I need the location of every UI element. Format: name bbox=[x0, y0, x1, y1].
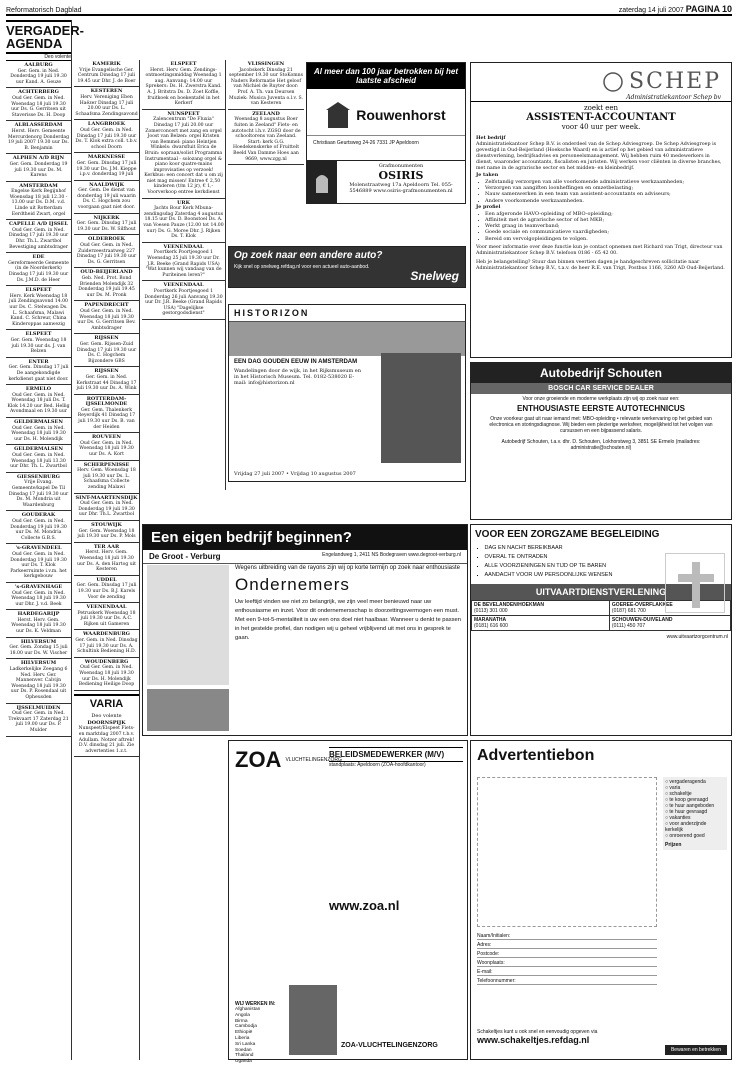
agenda-text: Herv. Vereniging Eben Haëzer Dinsdag 17 juli 20.00 uur Ds. L. Schaafsma Zendingsavond bbox=[75, 94, 138, 117]
agenda-list-3 bbox=[142, 60, 225, 320]
schep-logo bbox=[471, 63, 731, 94]
schep-profile-list bbox=[476, 211, 726, 242]
zoa-country: Cambodja bbox=[235, 1024, 257, 1030]
agenda-place: VLISSINGEN bbox=[247, 61, 285, 67]
schep-task: • Zelfstandig verzorgen van alle voorkomende administratieve werkzaamheden; bbox=[478, 179, 726, 185]
agenda-place: ALPHEN A/D RIJN bbox=[12, 155, 65, 162]
agenda-place: ENTER bbox=[28, 358, 49, 365]
agenda-place: OUD-BEIJERLAND bbox=[80, 269, 133, 276]
osiris-name: OSIRIS bbox=[378, 169, 424, 182]
agenda-place: 's-GRAVENDEEL bbox=[15, 545, 62, 552]
zoa-country: Sri Lanka bbox=[235, 1041, 256, 1047]
agenda-entry bbox=[228, 60, 304, 110]
agenda-entry bbox=[6, 638, 71, 660]
agenda-entry bbox=[6, 286, 71, 330]
building-icon bbox=[326, 100, 350, 130]
rouwenhorst-banner: Al meer dan 100 jaar betrokken bij het laatste afscheid bbox=[307, 63, 465, 89]
adv-category-option[interactable]: ○ onroerend goed bbox=[665, 833, 705, 839]
agenda-entry bbox=[74, 576, 139, 603]
agenda-place: GOUDERAK bbox=[21, 512, 56, 519]
varia-title: VARIA bbox=[89, 697, 124, 710]
agenda-text: Ger. Gem. Woensdag 18 juli 19.30 uur Ds. P. Mols bbox=[77, 528, 136, 540]
adv-form-field[interactable]: E-mail: bbox=[477, 969, 657, 976]
agenda-place: TER AAR bbox=[93, 543, 120, 550]
agenda-entry bbox=[74, 120, 139, 153]
agenda-column-2 bbox=[74, 60, 140, 1060]
agenda-text: Ger. Gem. Donderdag 19 juli 19.30 uur Ds. M. Karens bbox=[9, 161, 68, 179]
agenda-entry bbox=[142, 60, 225, 110]
agenda-entry bbox=[142, 281, 225, 320]
agenda-entry bbox=[74, 87, 139, 120]
agenda-entry bbox=[6, 88, 71, 121]
agenda-entry bbox=[6, 220, 71, 253]
agenda-text: Herst. Herv. Gemeente Mercurdenorg Donderdag 19 juli 2007 19.30 uur Ds. B. Benjamin bbox=[7, 128, 70, 151]
agenda-place: SCHERPENISSE bbox=[83, 461, 130, 468]
schep-profile-item: • Goede sociale en communicatieve vaardigheden; bbox=[478, 229, 726, 235]
degroot-photo bbox=[147, 689, 229, 731]
agenda-text: Herv. Kerk Woensdag 18 juli Zendingsavond 14.00 uur Ds. C. Stelwagen Ds. L. Schaafsma, Malawi Kand. C. Schreur, China Kinderoppas aanwezig bbox=[9, 293, 68, 327]
agenda-text: Oud Ger. Gem. in Ned. Dinsdag 17 juli 19.30 uur Ds. T. Klok extra coll. t.b.v. school Doorn bbox=[75, 127, 138, 150]
schouten-ad bbox=[470, 362, 732, 520]
snelweg-text: Kijk snel op snelweg.refdag.nl voor een actueel auto-aanbod. bbox=[234, 264, 370, 270]
schouten-intro: Voor onze groeiende en moderne werkplaats zijn wij op zoek naar een: bbox=[522, 396, 680, 402]
agenda-text: Gereformeerde Gemeente (in de Noorderkerk) Dinsdag 17 juli 19.30 uur Ds. J.M.D. de Heer bbox=[8, 260, 69, 283]
agenda-entry bbox=[6, 544, 71, 583]
agenda-column-3 bbox=[142, 60, 226, 490]
agenda-text: Ger. Gem. Dinsdag 17 juli De aangekondigde kerkdienst gaat niet door. bbox=[8, 365, 69, 382]
begeleiding-item: ▪ ALLE VOORZIENINGEN EN TIJD OP TE BAREN bbox=[477, 562, 731, 571]
agenda-place: VEENENDAAL bbox=[163, 243, 204, 250]
agenda-place: ALBLASSERDAM bbox=[14, 122, 63, 129]
agenda-text: Ger. Gem. De dienst van donderdag 19 juli waarin Ds. C. Hogchem zou voorgaan gaat niet door. bbox=[77, 188, 136, 211]
agenda-text: Oud Ger. Gem. in Ned. Trekvaart 17 Zaterdag 21 juli 19.00 uur Ds. P. Mulder bbox=[8, 711, 69, 733]
uitvaart-location: GOEREE-OVERFLAKKEE (0187) 681 700 bbox=[609, 601, 730, 616]
agenda-entry bbox=[74, 60, 139, 87]
rouwenhorst-logo bbox=[307, 95, 465, 135]
agenda-place: ERMELO bbox=[25, 386, 52, 393]
osiris-ad bbox=[306, 160, 466, 204]
schep-ad bbox=[470, 62, 732, 358]
zoa-location: standplaats: Apeldoorn (ZOA-hoofdkantoor) bbox=[329, 762, 426, 768]
adv-category-option[interactable]: ○ vergaderagenda bbox=[665, 779, 706, 785]
agenda-entry bbox=[6, 154, 71, 181]
agenda-text: Engelse Kerk Begijnhof Woensdag 18 juli 12.30 - 13.00 uur Ds. D.M. v.d. Linde uit Rotterdam Eerdtheid Zwart, orgel bbox=[9, 189, 68, 217]
agenda-place: NIJKERK bbox=[93, 214, 120, 221]
page-meta: zaterdag 14 juli 2007 PAGINA 10 bbox=[618, 4, 732, 14]
agenda-text: Ger. Gem. Rijssen-Zuid Dinsdag 17 juli 19.30 uur Ds. C. Hogchem Bijzondere GBS bbox=[76, 341, 137, 364]
agenda-text: Ger. Gem. Dinsdag 17 juli 19.30 uur Ds. B.J. Karels Voor de zending bbox=[76, 583, 137, 600]
schep-apply: Heb je belangstelling? Stuur dan binnen veertien dagen je handgeschreven sollicitatie naar Administratiekantoor Schep B.V., t.a.v. de heer R.E. van Trigt, Postbus 1166, 3260 AD Oud-Beijerland. bbox=[476, 259, 725, 271]
schep-task: • Nauw samenwerken in een team van assistent-accountants en adviseurs; bbox=[478, 191, 726, 197]
agenda-entry bbox=[6, 182, 71, 221]
agenda-text: Ger. Gem. Dinsdag 17 juli 19.30 uur Ds. W. Silfhout bbox=[76, 221, 137, 232]
schouten-sub: BOSCH CAR SERVICE DEALER bbox=[471, 383, 731, 394]
agenda-entry bbox=[74, 268, 139, 301]
zoa-brand: ZOA bbox=[235, 747, 282, 772]
degroot-heading: Ondernemers bbox=[235, 575, 350, 594]
agenda-place: RIJSSEN bbox=[94, 335, 119, 342]
agenda-text: Herst. Herv. Gem. Zendings-ontmoetingsmiddag Woensdag 1 aug. Aanvang: 14.00 uur Sprekers: Ds. H. Zwerstra Kand. A. J. Britstra Ds. D. Zoet Koffie, fruitkoek en boekentafel in het Kerkerf bbox=[145, 67, 222, 107]
agenda-text: Oud Ger. Gem. in Ned. Woensdag 18 juli 19.30 uur Ds. G. Gerritsen Bev. Ambtsdrager bbox=[77, 308, 136, 331]
schouten-address: Autobedrijf Schouten, t.a.v. dhr. D. Schouten, Lokhorstweg 3, 3851 SE Ermelo (mailadres: administratie@schouten.nl) bbox=[501, 439, 701, 451]
agenda-place: VEENENDAAL bbox=[86, 604, 127, 611]
schep-task-list bbox=[476, 179, 726, 204]
schep-role: ASSISTENT-ACCOUNTANT bbox=[526, 112, 676, 123]
agenda-entry bbox=[74, 301, 139, 334]
historizon-title: EEN DAG GOUDEN EEUW IN AMSTERDAM bbox=[234, 359, 358, 365]
agenda-text: Oud Ger. Gem. in Ned. Woensdag 18 juli 19.30 uur Ds. H. Molendijk Bediening Heilige Doop bbox=[78, 665, 135, 688]
zoa-country: Ethiopië bbox=[235, 1030, 253, 1036]
page-header bbox=[6, 2, 732, 16]
agenda-place: URK bbox=[177, 199, 190, 206]
advertentiebon bbox=[470, 740, 732, 1060]
agenda-place: PAPENDRECHT bbox=[84, 302, 129, 309]
agenda-place: 's-GRAVENHAGE bbox=[14, 583, 63, 590]
agenda-entry bbox=[74, 153, 139, 180]
agenda-place: NAALDWIJK bbox=[89, 181, 124, 188]
schouten-role: ENTHOUSIASTE EERSTE AUTOTECHNICUS bbox=[516, 404, 685, 413]
adv-side-title: Prijzen bbox=[665, 842, 682, 848]
adv-category-option[interactable]: ○ te huur gevraagd bbox=[665, 809, 708, 815]
osiris-sub: Grafmonumenten bbox=[378, 163, 424, 169]
adv-form-field[interactable]: Woonplaats: bbox=[477, 960, 657, 967]
agenda-entry bbox=[6, 358, 71, 385]
agenda-entry bbox=[74, 543, 139, 576]
agenda-list-1 bbox=[6, 61, 71, 737]
adv-category-option[interactable]: ○ varia bbox=[665, 785, 681, 791]
begeleiding-title: VOOR EEN ZORGZAME BEGELEIDING bbox=[475, 529, 660, 540]
schep-hours: voor 40 uur per week. bbox=[561, 123, 641, 131]
adv-category-list bbox=[665, 779, 725, 839]
adv-category-option[interactable]: ○ vakanties bbox=[665, 815, 691, 821]
adv-sidebar bbox=[663, 777, 727, 850]
zoa-ad bbox=[228, 740, 468, 1065]
agenda-place: KAMERIK bbox=[92, 61, 121, 67]
agenda-entry bbox=[6, 418, 71, 445]
historizon-date: Vrijdag 27 juli 2007 • Vrijdag 10 augustus 2007 bbox=[234, 471, 356, 477]
agenda-place: EDE bbox=[32, 254, 45, 261]
adv-form-field[interactable]: Naam/Initialen: bbox=[477, 933, 657, 940]
agenda-place: SINT-MAARTENSDIJK bbox=[75, 494, 138, 501]
agenda-place: MARKNESSE bbox=[87, 154, 126, 161]
agenda-entry bbox=[74, 630, 139, 657]
zoa-footer: ZOA-VLUCHTELINGENZORG bbox=[341, 1042, 438, 1049]
agenda-entry bbox=[6, 385, 71, 418]
agenda-text: Oud Ger. Gem. in Ned. Zuiderzeestraatweg 227 Dinsdag 17 juli 19.30 uur Ds. G. Gerritsen bbox=[76, 243, 137, 265]
agenda-entry bbox=[74, 433, 139, 460]
agenda-entry bbox=[6, 253, 71, 286]
adv-category-option[interactable]: ○ schakeltje bbox=[665, 791, 692, 797]
agenda-entry bbox=[6, 583, 71, 610]
agenda-entry bbox=[142, 243, 225, 282]
agenda-text: Oud Ger. Gem. in Ned. Woensdag 18 juli 19.30 uur Ds. A. Kort bbox=[79, 440, 134, 458]
agenda-text: Oud Ger. Gem. in Ned. Donderdag 19 juli 19.30 uur Dhr. Th.L. Zwartbol bbox=[78, 501, 135, 518]
adv-form-field[interactable]: Telefoonnummer: bbox=[477, 978, 657, 985]
agenda-entry bbox=[6, 610, 71, 637]
agenda-entry bbox=[6, 121, 71, 154]
schep-profile-item: • Werkt graag in teamverband; bbox=[478, 223, 726, 229]
agenda-entry bbox=[6, 659, 71, 703]
adv-form-fields bbox=[477, 931, 657, 985]
uitvaart-title: UITVAARTDIENSTVERLENING bbox=[471, 584, 731, 600]
agenda-place: ACHTERBERG bbox=[18, 89, 59, 96]
agenda-entry bbox=[74, 395, 139, 434]
schep-h2: Je taken bbox=[476, 172, 499, 178]
agenda-entry bbox=[74, 521, 139, 543]
agenda-text: Oud Ger. Gem. in Ned. Donderdag 19 juli 19.30 uur Ds. M. Mondria Collecte G.B.S. bbox=[10, 518, 67, 541]
zoa-country: Soedan bbox=[235, 1047, 252, 1053]
varia-subtitle: Deo volente bbox=[91, 712, 122, 719]
adv-category-option[interactable]: ○ te koop gevraagd bbox=[665, 797, 709, 803]
agenda-place: HARDEGARIJP bbox=[17, 611, 60, 618]
schep-h3: Je profiel bbox=[476, 203, 501, 210]
agenda-place: WOUDENBERG bbox=[84, 658, 129, 665]
uitvaart-location: MARANATHA (0181) 616 600 bbox=[472, 616, 610, 631]
agenda-place: ROTTERDAM-IJSSELMONDE bbox=[85, 395, 128, 408]
adv-category-option[interactable]: ○ voor anderzijnde kerkelijk bbox=[665, 821, 707, 833]
ad-text-area[interactable] bbox=[477, 777, 657, 927]
adv-form-field[interactable]: Postcode: bbox=[477, 951, 657, 958]
agenda-place: KESTEREN bbox=[90, 88, 123, 95]
zoa-description bbox=[235, 783, 327, 993]
agenda-place: CAPELLE A/D IJSSEL bbox=[9, 221, 68, 228]
historizon-image bbox=[229, 322, 465, 356]
schep-seek: zoekt een bbox=[583, 104, 619, 112]
agenda-text: Oud Ger. Gem. in Ned. Woensdag 18 juli 19.30 uur Dhr. J. v.d. Beek bbox=[11, 590, 66, 607]
schep-h1: Het bedrijf bbox=[476, 135, 506, 141]
agenda-text: Ger. Gem. Dinsdag 17 juli 19.30 uur Ds. J.M. Kieppe i.p.v. donderdag 19 juli bbox=[76, 160, 137, 178]
agenda-entry bbox=[74, 235, 139, 268]
agenda-place: ELSPEET bbox=[25, 331, 52, 338]
snelweg-ad bbox=[228, 246, 466, 288]
degroot-title: Een eigen bedrijf beginnen? bbox=[143, 525, 467, 550]
agenda-place: ELSPEET bbox=[170, 61, 197, 67]
uitvaart-location: SCHOUWEN-DUIVELAND (0111) 450 707 bbox=[609, 616, 730, 631]
agenda-text: Vrije Evangelische Ger. Centrum Dinsdag 17 juli 19.45 uur Dhr. J. de Boer bbox=[77, 67, 136, 84]
agenda-text: Herv. Gem. Woensdag 18 juli 19.30 uur Ds. L. Schaafsma Collecte zending Malawi bbox=[77, 468, 136, 490]
agenda-text: Herst. Herv. Gem. Woensdag 18 juli 19.30 uur Ds. A. den Hartog uit Kesteren bbox=[76, 550, 137, 573]
agenda-text: Poortkerk Poortjesgoed 1 Woensdag 25 juli 19.30 uur Dr. J.R. Beeke (Grand Rapids USA) "Wat kunnen wij vandaag van de Puriteinen leren?" bbox=[145, 250, 222, 278]
degroot-ad bbox=[142, 524, 468, 736]
adv-category-option[interactable]: ○ te huur aangeboden bbox=[665, 803, 715, 809]
agenda-entry bbox=[142, 110, 225, 199]
zoa-country: Angola bbox=[235, 1012, 250, 1018]
schep-task: • Andere voorkomende werkzaamheden. bbox=[478, 198, 726, 204]
zoa-url: www.zoa.nl bbox=[329, 898, 400, 913]
degroot-intro: Wegens uitbreiding van de rayons zijn wij op korte termijn op zoek naar enthousiaste bbox=[235, 565, 461, 571]
agenda-entry bbox=[74, 603, 139, 630]
agenda-place: GIESSENBURG bbox=[17, 473, 60, 480]
agenda-text: Ger. Gem. in Ned. Donderdag 19 juli 19.30 uur Kand. A. Geuze bbox=[10, 68, 67, 85]
degroot-brand: De Groot - Verburg bbox=[149, 552, 221, 561]
rouwenhorst-name: Rouwenhorst bbox=[356, 107, 446, 123]
begeleiding-item: ▪ DAG EN NACHT BEREIKBAAR bbox=[477, 544, 731, 553]
adv-bottom-text: Schakeltjes kunt u ook snel en eenvoudig opgeven via bbox=[477, 1029, 598, 1035]
agenda-text: Ger. Gem. Thalenkerk Reyerdijk 41 Dinsdag 17 juli 19.30 uur Ds. B. van der Heiden bbox=[77, 407, 136, 430]
agenda-list-4 bbox=[228, 60, 304, 165]
agenda-text: Poortkerk Poortjesgoed 1 Donderdag 26 juli Aanvang 19.30 uur Dr. J.R. Beeke (Grand Rapids USA) "Dagelijkse gestorgodsdienst" bbox=[144, 288, 223, 317]
adv-save-button[interactable]: Bewaren en betrekken bbox=[665, 1045, 727, 1055]
agenda-text: Geb. Ned. Prot. Bond Brienden Molendijk 32 Donderdag 19 juli 19.45 uur Ds. M. Pronk bbox=[78, 276, 135, 298]
agenda-text: Ger. Gem. Woensdag 18 juli 19.30 uur ds. J. van Belzen bbox=[10, 337, 67, 355]
agenda-place: LANGBROEK bbox=[87, 121, 126, 128]
historizon-photo bbox=[381, 353, 461, 463]
zoa-country: Thailand bbox=[235, 1053, 254, 1059]
historizon-ad bbox=[228, 304, 466, 482]
schep-profile-item: • Een afgeronde HAVO-opleiding of MBO-opleiding; bbox=[478, 211, 726, 217]
uitvaart-location: DE BEVELANDEN/HOEKMAN (0113) 301 000 bbox=[472, 601, 610, 616]
agenda-text: Oud Ger. Gem. in Ned. Woensdag 18 juli Ds. T. Klok 14.20 uur Bed. Hellig Avondmaal en 19.30 uur bbox=[7, 392, 70, 415]
agenda-text: Jachts Bour Kerk Mbuna-zendingsdag Zaterdag 4 augustus 18.15 uur Ds. D. Boonstoel Ds. A. van Voesen Pauze (12.00 tot 14.00 uur) Ds. G. Moree Dhr. J. Rijken Ds. T. Klok bbox=[143, 206, 224, 240]
historizon-text: Wandelingen door de wijk, in het Rijksmuseum en in het Historisch Museum. Tel. 0182-538020 E-mail: info@historizon.nl bbox=[234, 368, 361, 386]
agenda-place: ROUVEEN bbox=[92, 434, 121, 441]
tombstone-icon bbox=[307, 161, 337, 203]
uitvaart-url: www.uitvaartzorgcentrum.nl bbox=[666, 634, 728, 640]
schouten-text: Onze voorkeur gaat uit naar iemand met: MBO-opleiding • relevante werkervaring op het gebied van electronica en storingsdiagnose. Wij bieden een plezierige werksfeer, mogelijkheid tot het volgen van cursussen en een bijpassend salaris. bbox=[489, 416, 713, 434]
agenda-text: Ger. Gem. in Ned. Dinsdag 17 juli 19.30 uur Ds. A. Schultink Bediening H.D. bbox=[75, 638, 138, 655]
agenda-place: AALBURG bbox=[24, 62, 53, 68]
agenda-place: OLDEBROEK bbox=[88, 236, 125, 243]
agenda-place: HILVERSUM bbox=[20, 660, 57, 667]
agenda-text: Oud Ger. Gem. in Ned. Woensdag 18 juli 13.30 uur Dhr. Th. L. Zwartbol bbox=[10, 453, 67, 470]
schep-profile-item: • Bereid om vervolgopleidingen te volgen. bbox=[478, 236, 726, 242]
agenda-place: GELDERMALSEN bbox=[14, 419, 63, 426]
schep-profile-item: • Affiniteit met de agrarische sector of het MKB; bbox=[478, 217, 726, 223]
degroot-address: Engelandweg 1, 2411 NS Bodegraven www.degroot-verburg.nl bbox=[322, 552, 461, 558]
agenda-entry bbox=[74, 334, 139, 367]
agenda-entry bbox=[74, 461, 139, 494]
osiris-text: Molenstraatweg 17a Apeldoorn Tel. 055-5546889 www.osiris-grafmonumenten.nl bbox=[349, 182, 453, 194]
uitvaart-ad bbox=[470, 524, 732, 736]
agenda-entry bbox=[142, 199, 225, 243]
agenda-text: Oud Ger. Gem. in Ned. Woensdag 18 juli 19.30 uur Ds. H. Molendijk bbox=[11, 425, 66, 442]
schep-p1: Administratiekantoor Schep B.V. is onderdeel van de Schep Adviesgroep. De Schep Adviesgroep is gevestigd in Oud-Beijerland (Hoeksche Waard) en is actief op het gebied van administratieve dienstverlening, bedrijfsadvies en personeelsmanagement. Wij hebben ruim 40 medewerkers in dienst, waaronder accountants, fiscalisten en juristen. Wij werken voor cliënten in diverse branches, met name in de agrarische sector en het midden- en kleinbedrijf. bbox=[476, 142, 722, 171]
agenda-text: Herst. Herv. Gem. Woensdag 18 juli 19.30 uur Ds. K. Veldman bbox=[11, 617, 66, 635]
agenda-entry bbox=[74, 181, 139, 214]
agenda-column-4 bbox=[228, 60, 304, 250]
schep-contact: Voor meer informatie over deze functie kun je contact opnemen met Richard van Trigt, directeur van Administratiekantoor Schep B.V. telefoon 0186 - 65 42 00. bbox=[476, 244, 723, 256]
agenda-entry bbox=[74, 214, 139, 236]
adv-url[interactable]: www.schakeltjes.refdag.nl bbox=[477, 1035, 590, 1045]
zoa-country: Uganda bbox=[235, 1059, 252, 1065]
zoa-photo bbox=[289, 985, 337, 1055]
agenda-place: UDDEL bbox=[96, 576, 117, 583]
zoa-country: Birma bbox=[235, 1018, 248, 1024]
agenda-entry bbox=[74, 658, 139, 691]
snelweg-brand: Snelweg bbox=[410, 269, 459, 283]
agenda-place: HILVERSUM bbox=[20, 638, 57, 645]
agenda-text: Ger. Gem. Zondag 15 juli 18.00 uur Ds. W. Vischer bbox=[9, 645, 68, 656]
agenda-place: AMSTERDAM bbox=[19, 182, 58, 189]
rouwenhorst-address: Christiaan Geurtsweg 24-26 7331 JP Apeldoorn bbox=[307, 135, 465, 150]
adv-form-field[interactable]: Adres: bbox=[477, 942, 657, 949]
zoa-role: BELEIDSMEDEWERKER (M/V) bbox=[329, 747, 463, 762]
zoa-country: Afghanistan bbox=[235, 1007, 261, 1012]
agenda-place: STOUWIJK bbox=[91, 521, 122, 528]
agenda-title: VERGADER-AGENDA bbox=[6, 20, 71, 54]
agenda-entry bbox=[6, 330, 71, 357]
agenda-text: Oud Ger. Gem. in Ned. Donderdag 19 juli 19.30 uur Ds. T. Klok Parkeerruimte i.v.m. het kerkgebouw bbox=[10, 551, 67, 580]
historizon-brand: HISTORIZON bbox=[229, 305, 465, 322]
schouten-title: Autobedrijf Schouten bbox=[471, 363, 731, 383]
agenda-place: WAARDENBURG bbox=[83, 631, 130, 638]
agenda-entry bbox=[228, 110, 304, 165]
zoa-works-label: WIJ WERKEN IN: bbox=[235, 1001, 276, 1007]
agenda-text: Woensdag 8 augustus Boer fuiten in Zeeland" Fiets- en autotocht i.h.v. ZGSO door de schooltorens van Zeeland. Start: kerk G.G. Hoedekenskerke of Fruittelt Beeld Van Damme Hoes aan 9669, www.zgg.nl bbox=[231, 117, 301, 162]
agenda-entry bbox=[74, 367, 139, 394]
agenda-text: Oud Ger. Gem. in Ned. Dinsdag 17 juli 19.30 uur Dhr. Th.L. Zwartbol Bevestiging ambtsdrager bbox=[8, 227, 69, 250]
agenda-text: Vrije Evang. Gemeente/kapel De Til Dinsdag 17 juli 19.30 uur Ds. M. Mondria uit Waardenburg bbox=[8, 480, 69, 508]
agenda-place: GELDERMALSEN bbox=[14, 446, 63, 453]
agenda-text: Oud Ger. Gem. in Ned. Woensdag 18 juli 19.30 uur Ds. G. Gerritsen uit Staverisse Ds. H. Doop bbox=[11, 95, 66, 118]
agenda-entry bbox=[74, 494, 139, 521]
agenda-text: Petruskerk Woensdag 18 juli 19.30 uur Ds. A.C. Rijken uit Gameren bbox=[77, 610, 136, 627]
schep-task: • Verzorgen van aangiften loonheffingen en omzetbelasting; bbox=[478, 185, 726, 191]
agenda-place: VEENENDAAL bbox=[163, 282, 204, 289]
agenda-column-1 bbox=[6, 20, 85, 1060]
agenda-place: ZEELAND bbox=[252, 110, 280, 117]
varia-section bbox=[74, 694, 139, 758]
agenda-text: Ladkerkelijke Zeegang 6 Ned. Herv. Ger. Mannenver. Calvijn Woensdag 18 juli 19.30 uur Ds. P. Rosendaal uit Opheusden bbox=[9, 667, 68, 700]
schep-brand: SCHEP bbox=[629, 69, 721, 94]
agenda-text: Zalencentrum "De Fluxia" Dinsdag 17 juli 20.00 uur Zomerconcert met zang en orgel Joost van Belzen: orgel Kristen van Bemmel: piano Heintjen Winkels: dwarsfluit Erica de Bruin: sopraan/solist Programma Instrumentaal - solozang orgel & piano koor quatre-mains improvisaties op verzoek! Kerkbus: een concert dat u om zij niet mag missen! Entree € 2,50 kinderen (t/m 12 jr), € 1,- Voorverkoop entree kerkdienst bbox=[144, 117, 223, 196]
schep-sub: Administratiekantoor Schep bv bbox=[471, 94, 731, 102]
agenda-place: IJSSELMUIDEN bbox=[16, 704, 61, 711]
degroot-text: Uw leeftijd vinden we niet zo belangrijk, we zijn veel meer benieuwd naar uw enthousiasme en inzet. Voor dit ondernemersschap is doorzettingsvermogen een must. Met een 9-tot-5-mentaliteit is uw een ons doel niet haalbaar. Wanneer u denkt te passen in het gestelde profiel, dan nodigen wij u geheel vrijblijvend uit met ons in gesprek te gaan. bbox=[235, 599, 461, 641]
zoa-countries bbox=[235, 1007, 287, 1065]
agenda-text: Ger. Gem. in Ned. Kerkstraat 44 Dinsdag 17 juli 19.30 uur Ds. A. Wink bbox=[76, 374, 137, 392]
publisher-name: Reformatorisch Dagblad bbox=[6, 7, 82, 14]
agenda-list-2 bbox=[74, 60, 139, 691]
zoa-sub: VLUCHTELINGENZORG bbox=[285, 757, 342, 763]
cross-logo bbox=[665, 553, 725, 613]
agenda-entry bbox=[6, 704, 71, 737]
agenda-place: ELSPEET bbox=[25, 287, 52, 294]
zoa-country: Liberia bbox=[235, 1035, 250, 1041]
agenda-entry bbox=[6, 473, 71, 512]
degroot-sidebar bbox=[147, 565, 229, 685]
agenda-place: RIJSSEN bbox=[94, 368, 119, 375]
snelweg-title: Op zoek naar een andere auto? bbox=[234, 250, 383, 261]
agenda-text: Jacobskerk Dinsdag 21 september 19.30 uur StoKomns Naders Reformatie Het geloof van Michiel de Ruyter door: Prof. A. Th. van Deursen Muziek: Musica Juventa o.l.v. S. van Kesteren bbox=[229, 67, 303, 107]
agenda-place: NUNSPEET bbox=[167, 110, 200, 117]
begeleiding-item: ▪ OVERAL TE ONTRADEN bbox=[477, 553, 731, 562]
agenda-entry bbox=[6, 61, 71, 88]
begeleiding-item: ▪ AANDACHT VOOR UW PERSOONLIJKE WENSEN bbox=[477, 571, 731, 580]
leaf-icon bbox=[603, 72, 623, 92]
agenda-entry bbox=[6, 445, 71, 472]
varia-item: DOORNSPIJK Nunspeet/Elspeet Fiets- en marktdag 2007 t.b.v. Adullam. Notzer aftrek! D.V. dinsdag 21 juli. Zie advertenties 1.z.t. bbox=[74, 719, 139, 758]
agenda-entry bbox=[6, 511, 71, 544]
agenda-subtitle: Deo volente bbox=[6, 54, 71, 61]
advertentiebon-title: Advertentiebon bbox=[477, 747, 595, 764]
